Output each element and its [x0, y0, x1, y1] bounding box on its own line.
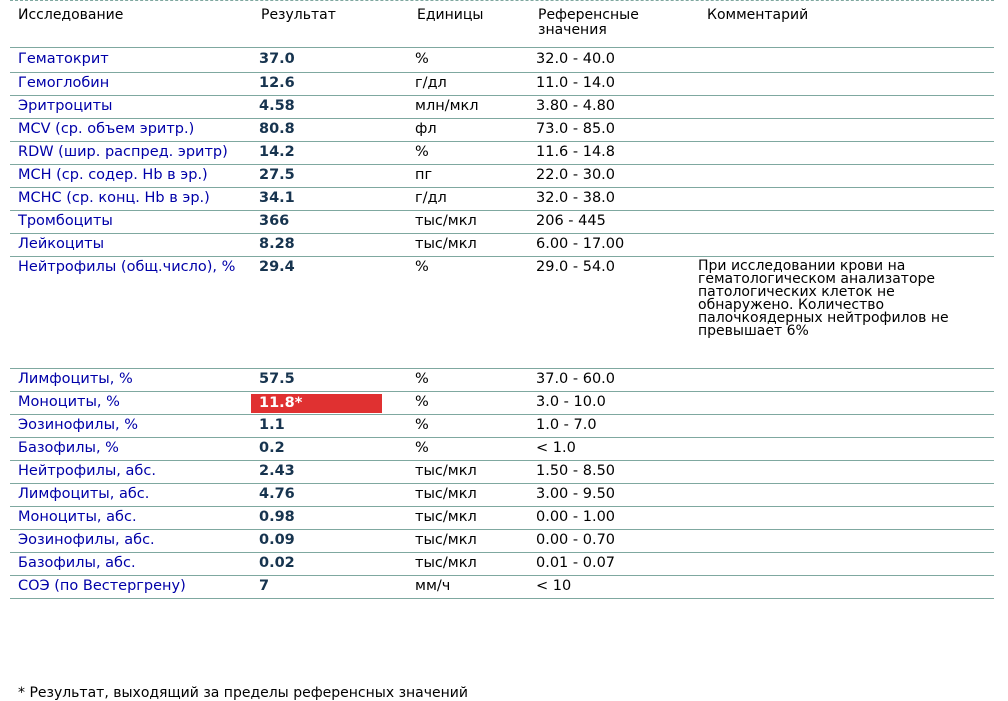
table-row [10, 391, 994, 414]
unit-value: тыс/мкл [407, 506, 528, 529]
test-name: MCV (ср. объем эритр.) [10, 118, 251, 141]
comment-text [690, 460, 994, 483]
result-value: 0.98 [251, 506, 407, 529]
result-value: 27.5 [251, 164, 407, 187]
header-reference: Референсные значения [538, 7, 639, 38]
test-name: СОЭ (по Вестергрену) [10, 575, 251, 598]
unit-value: тыс/мкл [407, 552, 528, 575]
table-row [10, 141, 994, 164]
test-name: MCHC (ср. конц. Hb в эр.) [10, 187, 251, 210]
reference-range: 3.80 - 4.80 [528, 95, 690, 118]
unit-value: % [407, 141, 528, 164]
reference-range: 3.00 - 9.50 [528, 483, 690, 506]
test-name: Нейтрофилы (общ.число), % [10, 256, 251, 368]
result-value: 2.43 [251, 460, 407, 483]
result-value [251, 391, 407, 414]
result-value: 366 [251, 210, 407, 233]
unit-value: % [407, 437, 528, 460]
comment-text [690, 72, 994, 95]
comment-text [690, 552, 994, 575]
result-value: 37.0 [251, 49, 407, 72]
comment-text [690, 391, 994, 414]
reference-range: < 1.0 [528, 437, 690, 460]
reference-range: 32.0 - 38.0 [528, 187, 690, 210]
table-row [10, 164, 994, 187]
test-name: Тромбоциты [10, 210, 251, 233]
test-name: Эозинофилы, абс. [10, 529, 251, 552]
result-value: 0.2 [251, 437, 407, 460]
comment-text [690, 164, 994, 187]
test-name: Эозинофилы, % [10, 414, 251, 437]
unit-value: тыс/мкл [407, 233, 528, 256]
test-name: Нейтрофилы, абс. [10, 460, 251, 483]
comment-text [690, 141, 994, 164]
reference-range: 11.0 - 14.0 [528, 72, 690, 95]
result-value: 4.58 [251, 95, 407, 118]
comment-text [690, 95, 994, 118]
table-row [10, 187, 994, 210]
table-row [10, 414, 994, 437]
result-value: 14.2 [251, 141, 407, 164]
unit-value: % [407, 49, 528, 72]
test-name: Моноциты, абс. [10, 506, 251, 529]
result-value: 0.09 [251, 529, 407, 552]
reference-range: 29.0 - 54.0 [528, 256, 690, 368]
table-row [10, 118, 994, 141]
reference-range: 1.50 - 8.50 [528, 460, 690, 483]
reference-range: 73.0 - 85.0 [528, 118, 690, 141]
unit-value: % [407, 256, 528, 368]
reference-range: 0.00 - 0.70 [528, 529, 690, 552]
result-value: 80.8 [251, 118, 407, 141]
result-value: 12.6 [251, 72, 407, 95]
table-row [10, 256, 994, 368]
result-value: 7 [251, 575, 407, 598]
result-value: 34.1 [251, 187, 407, 210]
unit-value: % [407, 368, 528, 391]
comment-text [690, 118, 994, 141]
test-name: Моноциты, % [10, 391, 251, 414]
reference-range: 3.0 - 10.0 [528, 391, 690, 414]
test-name: Базофилы, % [10, 437, 251, 460]
test-name: Гемоглобин [10, 72, 251, 95]
reference-range: 22.0 - 30.0 [528, 164, 690, 187]
test-name: Базофилы, абс. [10, 552, 251, 575]
test-name: Эритроциты [10, 95, 251, 118]
comment-text [690, 483, 994, 506]
reference-range: 32.0 - 40.0 [528, 49, 690, 72]
comment-text [690, 187, 994, 210]
footnote: * Результат, выходящий за пределы референсных значений [18, 685, 468, 701]
table-row [10, 575, 994, 598]
reference-range: 1.0 - 7.0 [528, 414, 690, 437]
table-row [10, 552, 994, 575]
unit-value: тыс/мкл [407, 210, 528, 233]
table-row [10, 460, 994, 483]
table-row [10, 72, 994, 95]
comment-text: При исследовании крови на гематологическом анализаторе патологических клеток не обнаружено. Количество палочкоядерных нейтрофилов не превышает 6% [690, 256, 994, 368]
result-value: 1.1 [251, 414, 407, 437]
unit-value: г/дл [407, 72, 528, 95]
table-row [10, 95, 994, 118]
unit-value: % [407, 391, 528, 414]
table-row [10, 368, 994, 391]
comment-text [690, 210, 994, 233]
header-comment: Комментарий [707, 7, 809, 23]
result-value: 29.4 [251, 256, 407, 368]
test-name: MCH (ср. содер. Hb в эр.) [10, 164, 251, 187]
reference-range: 11.6 - 14.8 [528, 141, 690, 164]
comment-text [690, 414, 994, 437]
result-value: 8.28 [251, 233, 407, 256]
flagged-result: 11.8* [251, 394, 382, 413]
unit-value: пг [407, 164, 528, 187]
reference-range: 0.00 - 1.00 [528, 506, 690, 529]
table-row [10, 483, 994, 506]
result-value: 57.5 [251, 368, 407, 391]
reference-range: 37.0 - 60.0 [528, 368, 690, 391]
reference-range: 0.01 - 0.07 [528, 552, 690, 575]
unit-value: % [407, 414, 528, 437]
test-name: Лимфоциты, абс. [10, 483, 251, 506]
table-row [10, 233, 994, 256]
table-row [10, 529, 994, 552]
comment-text [690, 506, 994, 529]
header-test: Исследование [18, 7, 124, 23]
comment-text [690, 529, 994, 552]
comment-text [690, 368, 994, 391]
test-name: Лимфоциты, % [10, 368, 251, 391]
unit-value: тыс/мкл [407, 529, 528, 552]
unit-value: г/дл [407, 187, 528, 210]
unit-value: тыс/мкл [407, 460, 528, 483]
unit-value: млн/мкл [407, 95, 528, 118]
reference-range: 206 - 445 [528, 210, 690, 233]
reference-range: < 10 [528, 575, 690, 598]
table-row [10, 506, 994, 529]
test-name: Гематокрит [10, 49, 251, 72]
header-units: Единицы [417, 7, 484, 23]
result-value: 0.02 [251, 552, 407, 575]
comment-text [690, 575, 994, 598]
comment-text [690, 233, 994, 256]
unit-value: фл [407, 118, 528, 141]
table-row [10, 210, 994, 233]
table-row [10, 437, 994, 460]
comment-text [690, 437, 994, 460]
reference-range: 6.00 - 17.00 [528, 233, 690, 256]
result-value: 4.76 [251, 483, 407, 506]
unit-value: тыс/мкл [407, 483, 528, 506]
test-name: RDW (шир. распред. эритр) [10, 141, 251, 164]
comment-text [690, 49, 994, 72]
results-table [10, 49, 994, 599]
unit-value: мм/ч [407, 575, 528, 598]
header-result: Результат [261, 7, 336, 23]
test-name: Лейкоциты [10, 233, 251, 256]
table-row [10, 49, 994, 72]
table-header [10, 4, 994, 48]
